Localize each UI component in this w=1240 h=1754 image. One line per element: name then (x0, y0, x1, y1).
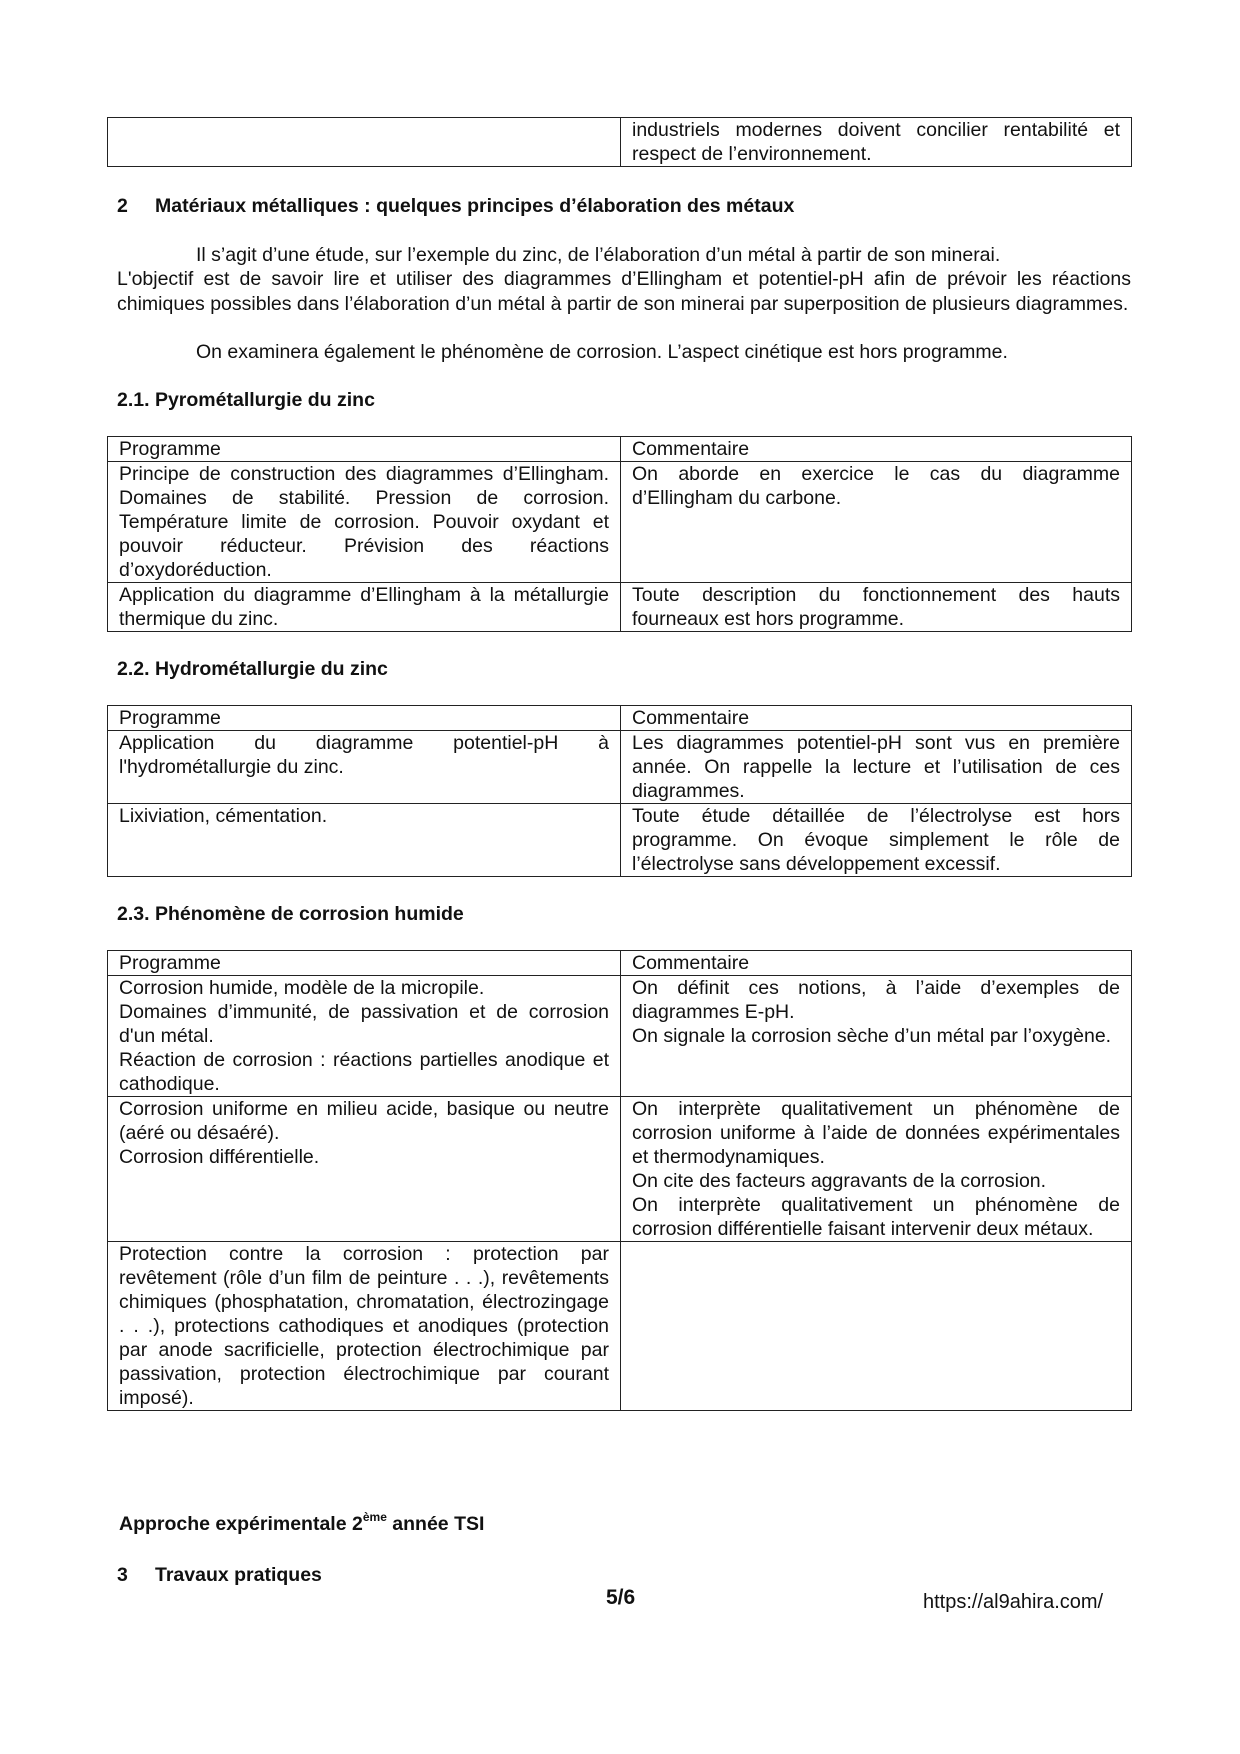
s21-r2-commentaire: Toute description du fonctionnement des hauts fourneaux est hors programme. (621, 583, 1132, 632)
section2-intro-2: L'objectif est de savoir lire et utiliser des diagrammes d’Ellingham et potentiel-pH afin de prévoir les réactions chimiques possibles dans l’élaboration d’un métal à partir de son minerai par superposition de plusieurs diagrammes. (117, 268, 1131, 315)
section3-number: 3 (117, 1564, 128, 1586)
approach-pre: Approche expérimentale 2 (119, 1513, 363, 1535)
s23-r2-comm-line: On interprète qualitativement un phénomène de corrosion uniforme à l’aide de données expérimentales et thermodynamiques. (632, 1098, 1120, 1168)
s21-r1-programme: Principe de construction des diagrammes d’Ellingham. Domaines de stabilité. Pression de corrosion. Température limite de corrosion. Pouvoir oxydant et pouvoir réducteur. Prévision des réactions d’oxydoréduction. (108, 462, 621, 583)
s21-title: 2.1. Pyrométallurgie du zinc (117, 389, 375, 411)
approach-heading (119, 1512, 484, 1536)
s23-r1-programme (108, 976, 621, 1097)
footer-url[interactable]: https://al9ahira.com/ (923, 1591, 1104, 1613)
s23-r1-prog-line: Réaction de corrosion : réactions partielles anodique et cathodique. (119, 1049, 609, 1095)
table-row (108, 804, 1132, 877)
s21-r2-programme: Application du diagramme d’Ellingham à la métallurgie thermique du zinc. (108, 583, 621, 632)
s22-header-programme: Programme (108, 706, 621, 731)
s23-r1-comm-line: On définit ces notions, à l’aide d’exemples de diagrammes E-pH. (632, 977, 1120, 1023)
s23-title: 2.3. Phénomène de corrosion humide (117, 903, 464, 925)
table-row (108, 1097, 1132, 1242)
table-row (108, 1242, 1132, 1411)
s22-header-row (108, 706, 1132, 731)
table-row (108, 976, 1132, 1097)
s23-r2-comm-line: On interprète qualitativement un phénomène de corrosion différentielle faisant intervenir deux métaux. (632, 1194, 1120, 1240)
s23-r2-programme (108, 1097, 621, 1242)
s23-header-commentaire: Commentaire (621, 951, 1132, 976)
section2-title: Matériaux métalliques : quelques principes d’élaboration des métaux (155, 195, 795, 217)
section2-intro-1: Il s’agit d’une étude, sur l’exemple du zinc, de l’élaboration d’un métal à partir de son minerai. (196, 244, 1001, 266)
s23-r1-prog-line: Domaines d’immunité, de passivation et de corrosion d'un métal. (119, 1001, 609, 1047)
s21-header-commentaire: Commentaire (621, 437, 1132, 462)
table-row (108, 462, 1132, 583)
s22-r1-commentaire: Les diagrammes potentiel-pH sont vus en première année. On rappelle la lecture et l’utilisation de ces diagrammes. (621, 731, 1132, 804)
top-table-left-cell (108, 118, 621, 167)
s23-r2-prog-line: Corrosion uniforme en milieu acide, basique ou neutre (aéré ou désaéré). (119, 1098, 609, 1144)
section2-number: 2 (117, 195, 128, 217)
approach-post: année TSI (386, 1513, 485, 1535)
s22-r2-programme: Lixiviation, cémentation. (108, 804, 621, 877)
top-table-right-cell: industriels modernes doivent concilier rentabilité et respect de l’environnement. (621, 118, 1132, 167)
s23-r1-commentaire (621, 976, 1132, 1097)
s21-r1-commentaire: On aborde en exercice le cas du diagramme d’Ellingham du carbone. (621, 462, 1132, 583)
s22-title: 2.2. Hydrométallurgie du zinc (117, 658, 388, 680)
s21-header-programme: Programme (108, 437, 621, 462)
s22-table (107, 705, 1132, 877)
s23-r3-commentaire (621, 1242, 1132, 1411)
s22-header-commentaire: Commentaire (621, 706, 1132, 731)
s23-r1-comm-line: On signale la corrosion sèche d’un métal par l’oxygène. (632, 1025, 1112, 1047)
approach-sup: ème (362, 1510, 387, 1524)
s23-r2-commentaire (621, 1097, 1132, 1242)
s22-r1-programme: Application du diagramme potentiel-pH à l'hydrométallurgie du zinc. (108, 731, 621, 804)
s22-r2-commentaire: Toute étude détaillée de l’électrolyse est hors programme. On évoque simplement le rôle de l’électrolyse sans développement excessif. (621, 804, 1132, 877)
s21-header-row (108, 437, 1132, 462)
s23-r3-programme: Protection contre la corrosion : protection par revêtement (rôle d’un film de peinture . . .), revêtements chimiques (phosphatation, chromatation, électrozingage . . .), protections cathodiques et anodiques (protection par anode sacrificielle, protection électrochimique par passivation, protection électrochimique par courant imposé). (108, 1242, 621, 1411)
section3-title: Travaux pratiques (155, 1564, 322, 1586)
s21-table (107, 436, 1132, 632)
table-row (108, 583, 1132, 632)
top-table (107, 117, 1132, 167)
s23-r1-prog-line: Corrosion humide, modèle de la micropile. (119, 977, 485, 999)
s23-r2-comm-line: On cite des facteurs aggravants de la corrosion. (632, 1170, 1047, 1192)
s23-table (107, 950, 1132, 1411)
section2-intro-3: On examinera également le phénomène de corrosion. L’aspect cinétique est hors programme. (196, 341, 1008, 363)
page-number: 5/6 (606, 1586, 636, 1609)
s23-r2-prog-line: Corrosion différentielle. (119, 1146, 320, 1168)
s23-header-programme: Programme (108, 951, 621, 976)
s23-header-row (108, 951, 1132, 976)
table-row (108, 731, 1132, 804)
